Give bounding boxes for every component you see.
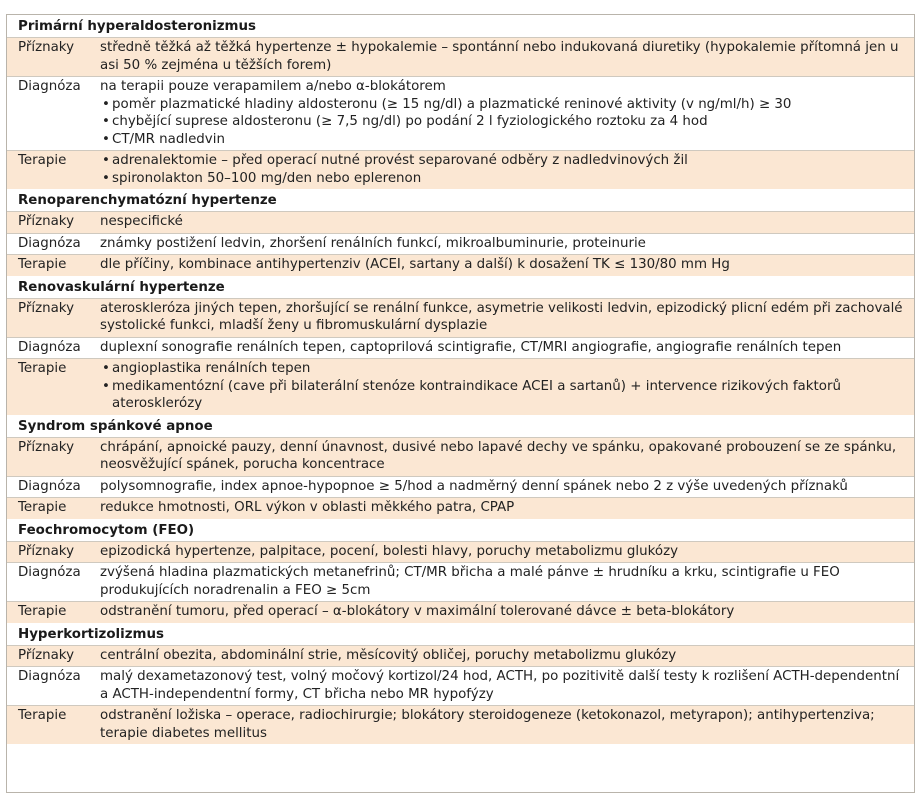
table-row bbox=[7, 541, 914, 563]
row-label: Diagnóza bbox=[18, 339, 81, 355]
row-text: dle příčiny, kombinace antihypertenziv (ACEI, sartany a další) k dosažení TK ≤ 130/80 mm Hg bbox=[100, 257, 730, 272]
section-title: Primární hyperaldosteronizmus bbox=[18, 19, 256, 34]
bullet-item: • angioplastika renálních tepen bbox=[100, 360, 906, 378]
bullet-item: • medikamentózní (cave při bilaterální stenóze kontraindikace ACEI a sartanů) + intervence rizikových faktorů aterosklerózy bbox=[100, 378, 906, 413]
row-content bbox=[100, 213, 914, 231]
bullet-item: • poměr plazmatické hladiny aldosteronu (≥ 15 ng/dl) a plazmatické reninové aktivity (v ng/ml/h) ≥ 30 bbox=[100, 96, 906, 114]
row-text: zvýšená hladina plazmatických metanefrinů; CT/MR břicha a malé pánve ± hrudníku a krku, scintigrafie u FEO produkujících noradrenalin a FEO ≥ 5cm bbox=[100, 565, 840, 598]
bullet-item: • chybějící suprese aldosteronu (≥ 7,5 ng/dl) po podání 2 l fyziologického roztoku za 4 hod bbox=[100, 113, 906, 131]
row-text: redukce hmotnosti, ORL výkon v oblasti měkkého patra, CPAP bbox=[100, 500, 515, 515]
row-label: Terapie bbox=[18, 500, 67, 515]
table-row bbox=[7, 476, 914, 498]
row-content bbox=[100, 300, 914, 335]
row-content bbox=[100, 668, 914, 703]
row-content bbox=[100, 478, 914, 496]
bullet-item: • CT/MR nadledvin bbox=[100, 131, 906, 149]
row-label: Diagnóza bbox=[18, 79, 81, 94]
table-row bbox=[7, 601, 914, 623]
row-text: ateroskleróza jiných tepen, zhoršující se renální funkce, asymetrie velikosti ledvin, epizodický plicní edém při zachovalé systolické funkci, mladší ženy u fibromuskulární dysplazie bbox=[100, 300, 903, 333]
table-row bbox=[7, 437, 914, 476]
table-row bbox=[7, 666, 914, 705]
row-label: Diagnóza bbox=[18, 565, 81, 580]
row-content bbox=[100, 564, 914, 599]
row-label: Diagnóza bbox=[18, 669, 81, 684]
table-row bbox=[7, 150, 914, 189]
section-title: Syndrom spánkové apnoe bbox=[18, 418, 213, 434]
row-text: známky postižení ledvin, zhoršení renálních funkcí, mikroalbuminurie, proteinurie bbox=[100, 235, 646, 251]
row-text: duplexní sonografie renálních tepen, captoprilová scintigrafie, CT/MRI angiografie, angiografie renálních tepen bbox=[100, 339, 842, 355]
row-content bbox=[100, 235, 914, 253]
row-content bbox=[100, 256, 914, 274]
table-row bbox=[7, 76, 914, 150]
row-label: Příznaky bbox=[18, 300, 74, 316]
row-content bbox=[100, 39, 914, 74]
row-text: středně těžká až těžká hypertenze ± hypokalemie – spontánní nebo indukovaná diuretiky (hypokalemie přítomná jen u asi 50 % zejména u těžších forem) bbox=[100, 40, 899, 73]
table-row bbox=[7, 254, 914, 276]
table-row bbox=[7, 358, 914, 415]
section-title: Renoparenchymatózní hypertenze bbox=[18, 193, 277, 208]
row-label: Diagnóza bbox=[18, 478, 81, 494]
table-row bbox=[7, 37, 914, 76]
row-label: Terapie bbox=[18, 153, 67, 168]
table-row bbox=[7, 211, 914, 233]
row-label: Terapie bbox=[18, 361, 67, 376]
bullet-item: • spironolakton 50–100 mg/den nebo eplerenon bbox=[100, 170, 906, 188]
section-title: Hyperkortizolizmus bbox=[18, 626, 164, 642]
row-content bbox=[100, 439, 914, 474]
row-label: Příznaky bbox=[18, 647, 74, 663]
row-label: Terapie bbox=[18, 708, 67, 723]
row-text: odstranění ložiska – operace, radiochirurgie; blokátory steroidogeneze (ketokonazol, metyrapon); antihypertenziva; terapie diabetes mellitus bbox=[100, 708, 875, 741]
row-label: Diagnóza bbox=[18, 235, 81, 251]
section-title: Renovaskulární hypertenze bbox=[18, 279, 225, 295]
row-content bbox=[100, 603, 914, 621]
row-content bbox=[100, 543, 914, 561]
row-label: Příznaky bbox=[18, 543, 74, 559]
row-text: epizodická hypertenze, palpitace, pocení, bolesti hlavy, poruchy metabolizmu glukózy bbox=[100, 543, 679, 559]
table-body bbox=[7, 15, 914, 792]
row-label: Příznaky bbox=[18, 214, 74, 229]
row-content bbox=[100, 707, 914, 742]
table-row bbox=[7, 298, 914, 337]
bullet-item: • adrenalektomie – před operací nutné provést separované odběry z nadledvinových žil bbox=[100, 152, 906, 170]
table-row bbox=[7, 337, 914, 359]
row-label: Příznaky bbox=[18, 40, 74, 55]
table-row bbox=[7, 562, 914, 601]
row-text: odstranění tumoru, před operací – α-blokátory v maximální tolerované dávce ± beta-blokátory bbox=[100, 604, 735, 619]
row-text: malý dexametazonový test, volný močový kortizol/24 hod, ACTH, po pozitivitě další testy k rozlišení ACTH-dependentní a ACTH-independentní formy, CT břicha nebo MR hypofýzy bbox=[100, 669, 900, 702]
row-text: chrápání, apnoické pauzy, denní únavnost, dusivé nebo lapavé dechy ve spánku, opakované probouzení se ze spánku, neosvěžující spánek, porucha koncentrace bbox=[100, 439, 897, 472]
row-content bbox=[100, 360, 914, 413]
row-label: Příznaky bbox=[18, 439, 74, 455]
diagnosis-table bbox=[6, 14, 915, 793]
row-label: Terapie bbox=[18, 257, 67, 272]
row-text: na terapii pouze verapamilem a/nebo α-blokátorem bbox=[100, 79, 446, 94]
section-title: Feochromocytom (FEO) bbox=[18, 522, 195, 538]
row-label: Terapie bbox=[18, 604, 67, 619]
row-text: nespecifické bbox=[100, 214, 183, 229]
row-content bbox=[100, 339, 914, 357]
row-content bbox=[100, 499, 914, 517]
table-row bbox=[7, 233, 914, 255]
table-row bbox=[7, 497, 914, 519]
row-text: polysomnografie, index apnoe-hypopnoe ≥ 5/hod a nadměrný denní spánek nebo 2 z výše uvedených příznaků bbox=[100, 478, 848, 494]
row-content bbox=[100, 647, 914, 665]
table-row bbox=[7, 705, 914, 744]
table-row bbox=[7, 645, 914, 667]
row-content bbox=[100, 78, 914, 148]
row-content bbox=[100, 152, 914, 187]
row-text: centrální obezita, abdominální strie, měsícovitý obličej, poruchy metabolizmu glukózy bbox=[100, 647, 677, 663]
